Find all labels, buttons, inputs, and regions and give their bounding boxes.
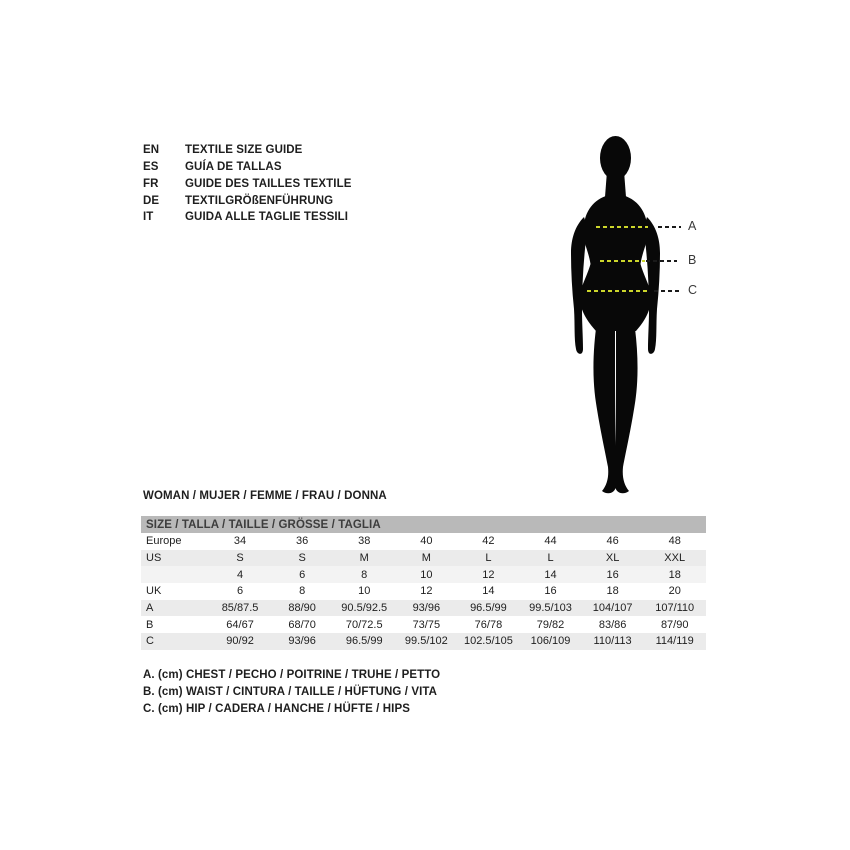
note-hip: C. (cm) HIP / CADERA / HANCHE / HÜFTE / HIPS [143,703,411,716]
table-cell: 70/72.5 [345,618,383,631]
legend-item-it [143,209,352,226]
table-cell: 64/67 [226,618,254,631]
table-row-waist [141,616,706,633]
row-label: Europe [146,535,182,548]
legend-title: GUIDE DES TAILLES TEXTILE [185,177,352,190]
table-cell: 110/113 [593,635,632,648]
table-cell: 48 [668,535,681,548]
waist-line-on-body [600,260,645,262]
figure-torso [580,194,651,331]
table-cell: 106/109 [530,635,571,648]
table-cell: 18 [606,585,619,598]
table-cell: L [485,552,492,565]
table-cell: 8 [361,568,368,581]
table-cell: 93/96 [412,602,441,615]
woman-silhouette [571,136,660,493]
table-cell: 88/90 [288,602,316,615]
table-cell: 18 [668,568,681,581]
table-cell: 34 [233,535,247,548]
table-cell: 73/75 [412,618,441,631]
table-cell: 93/96 [288,635,316,648]
table-cell: S [236,552,244,565]
figure-neck [605,171,626,197]
table-cell: L [547,552,554,565]
language-code: ES [143,161,159,174]
table-row-europe [141,533,706,550]
waist-label-b: B [688,253,697,267]
table-cell: 46 [606,535,619,548]
note-chest: A. (cm) CHEST / PECHO / POITRINE / TRUHE / PETTO [143,668,441,681]
hip-label-c: C [688,283,698,297]
table-cell: 104/107 [592,602,633,615]
figure-leg-right [614,321,637,493]
chest-line-on-body [596,226,648,228]
language-code: FR [143,177,159,190]
table-cell: 16 [606,568,619,581]
table-row-hip [141,633,706,650]
legend-title: GUÍA DE TALLAS [185,161,282,174]
table-cell: M [421,552,431,565]
table-cell: S [298,552,306,565]
table-cell: 6 [299,568,306,581]
measurement-notes [143,666,440,718]
woman-silhouette-figure [555,125,715,505]
table-cell: 68/70 [288,618,316,631]
table-cell: 83/86 [598,618,627,631]
legend-item-es [143,159,352,176]
language-code: IT [143,211,154,224]
note-waist: B. (cm) WAIST / CINTURA / TAILLE / HÜFTUNG / VITA [143,685,438,698]
table-cell: 79/82 [536,618,565,631]
table-cell: 44 [544,535,557,548]
table-cell: 42 [482,535,495,548]
table-cell: 85/87.5 [221,602,259,615]
table-cell: 14 [544,568,557,581]
table-cell: 107/110 [655,602,695,615]
size-table [141,516,706,650]
table-cell: 36 [296,535,309,548]
table-cell: 12 [420,585,433,598]
table-cell: 10 [420,568,433,581]
chest-line-extension [658,226,681,228]
table-cell: 6 [236,585,244,598]
table-cell: 87/90 [660,618,689,631]
hip-line-extension [654,290,680,292]
table-row-uk [141,583,706,600]
table-cell: 8 [299,585,306,598]
table-row-us-numeric [141,566,706,583]
legend-item-de [143,192,352,209]
legend-item-fr [143,176,352,193]
legend-item-en [143,142,352,159]
table-row-us [141,550,706,567]
table-cell: 40 [420,535,433,548]
table-cell: 76/78 [474,618,503,631]
row-label: C [146,635,154,648]
legend-title: GUIDA ALLE TAGLIE TESSILI [185,211,349,224]
row-label: UK [146,585,162,598]
table-cell: 90.5/92.5 [341,602,388,615]
legend-title: TEXTILGRÖßENFÜHRUNG [185,194,334,207]
table-cell: 99.5/103 [529,602,572,615]
figure-leg-left [593,321,616,493]
row-label: US [146,552,162,565]
table-row-chest [141,600,706,617]
table-cell: 14 [482,585,495,598]
table-cell: 4 [236,568,244,581]
table-cell: 114/119 [655,635,694,648]
table-cell: 12 [482,568,495,581]
table-cell: 90/92 [226,635,254,648]
hip-line-on-body [587,290,649,292]
row-label: A [146,602,154,615]
table-cell: M [359,552,369,565]
legend-title: TEXTILE SIZE GUIDE [185,144,303,157]
table-cell: 102.5/105 [463,635,513,648]
table-cell: XXL [664,552,686,565]
table-cell: 96.5/99 [345,635,383,648]
chest-label-a: A [688,219,697,233]
waist-line-extension [646,260,677,262]
table-cell: 99.5/102 [404,635,448,648]
table-cell: 16 [544,585,557,598]
gender-heading: WOMAN / MUJER / FEMME / FRAU / DONNA [143,490,387,502]
row-label: B [146,618,154,631]
table-cell: 20 [668,585,681,598]
table-cell: 10 [358,585,371,598]
size-table-header: SIZE / TALLA / TAILLE / GRÖSSE / TAGLIA [141,516,706,533]
language-legend [143,142,352,226]
table-cell: XL [605,552,620,565]
table-cell: 38 [358,535,371,548]
language-code: EN [143,144,160,157]
language-code: DE [143,194,160,207]
table-cell: 96.5/99 [470,602,507,615]
